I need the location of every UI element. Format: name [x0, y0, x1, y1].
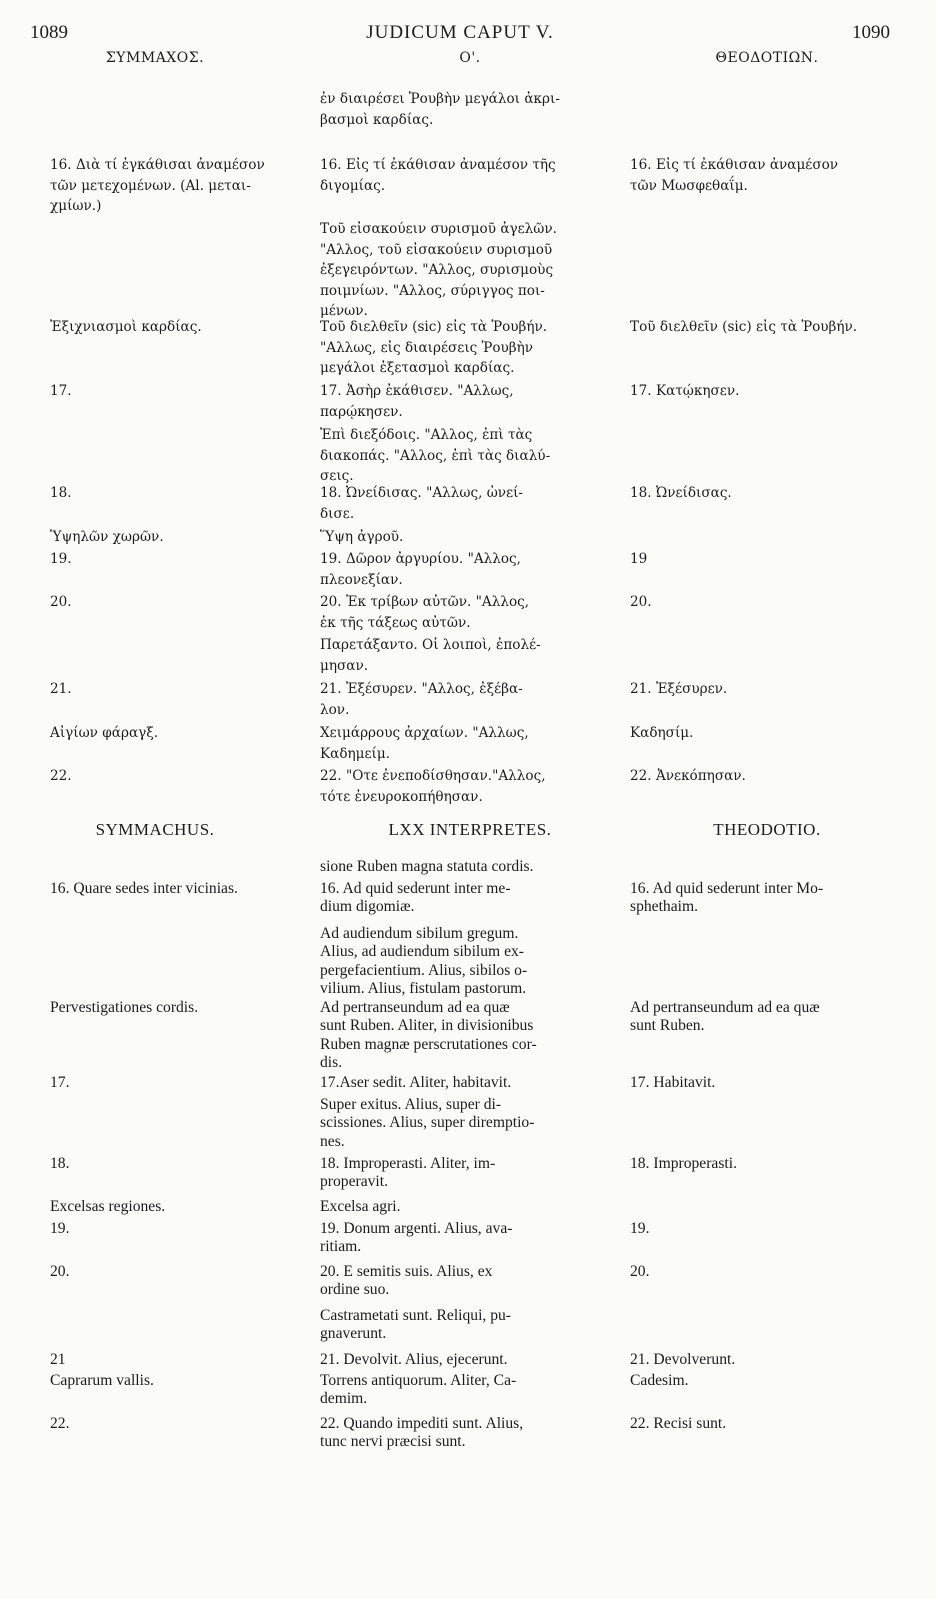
septuagint-text: 21. Devolvit. Alius, ejecerunt.	[320, 1351, 508, 1368]
septuagint-text: Τοῦ εἰσακούειν συρισμοῦ ἀγελῶν. "Αλλος, τοῦ εἰσακούειν συρισμοῦ ἐξεγειρόντων. "Αλλος, συρισμοὺς ποιμνίων. "Αλλος, σύριγγος ποι- μένων.	[320, 221, 557, 319]
theodotion-text: Τοῦ διελθεῖν (sic) εἰς τὰ Ῥουβήν.	[630, 319, 858, 335]
septuagint-latin-heading: LXX INTERPRETES.	[388, 820, 552, 839]
theodotion-text: 21. Devolverunt.	[630, 1351, 736, 1368]
septuagint-text: ἐν διαιρέσει Ῥουβὴν μεγάλοι ἀκρι- βασμοὶ καρδίας.	[320, 91, 560, 128]
septuagint-text: 22. "Οτε ἐνεποδίσθησαν."Αλλος, τότε ἐνευροκοπήθησαν.	[320, 768, 546, 805]
theodotion-text: 20.	[630, 594, 652, 610]
theodotion-text: Ad pertranseundum ad ea quæ sunt Ruben.	[630, 999, 820, 1035]
symmachus-text: 19.	[50, 551, 72, 567]
theodotion-text: Καδησίμ.	[630, 725, 694, 741]
symmachus-text: 18.	[50, 1155, 70, 1172]
septuagint-text: 17. Ἀσὴρ ἐκάθισεν. "Αλλως, παρῴκησεν.	[320, 383, 514, 420]
septuagint-text: 20. Ἐκ τρίβων αὐτῶν. "Αλλος, ἐκ τῆς τάξεως αὐτῶν.	[320, 594, 530, 631]
theodotion-text: 22. Ἀνεκόπησαν.	[630, 768, 746, 784]
septuagint-text: Χειμάρρους ἀρχαίων. "Αλλως, Καδημείμ.	[320, 725, 529, 762]
septuagint-text: Ὕψη ἀγροῦ.	[320, 529, 404, 545]
septuagint-text: Τοῦ διελθεῖν (sic) εἰς τὰ Ῥουβήν. "Αλλως, εἰς διαιρέσεις Ῥουβὴν μεγάλοι ἐξετασμοὶ καρδίας.	[320, 319, 548, 376]
page-number-left: 1089	[30, 22, 68, 43]
septuagint-text: 22. Quando impediti sunt. Alius, tunc nervi præcisi sunt.	[320, 1415, 524, 1451]
symmachus-text: 22.	[50, 768, 72, 784]
symmachus-text: 21	[50, 1351, 66, 1368]
symmachus-text: 19.	[50, 1220, 70, 1237]
septuagint-text: 18. Improperasti. Aliter, im- properavit.	[320, 1155, 496, 1191]
latin-column-headings	[30, 820, 890, 842]
symmachus-text: 18.	[50, 485, 72, 501]
theodotion-text: 20.	[630, 1263, 650, 1280]
theodotion-greek-heading: ΘΕΟΔΟΤΙΩΝ.	[715, 50, 819, 66]
symmachus-text: Ἐξιχνιασμοὶ καρδίας.	[50, 319, 202, 335]
septuagint-text: Excelsa agri.	[320, 1198, 401, 1215]
theodotion-text: 16. Εἰς τί ἐκάθισαν ἀναμέσον τῶν Μωσφεθαΐμ.	[630, 157, 839, 194]
septuagint-text: 19. Δῶρον ἀργυρίου. "Αλλος, πλεονεξίαν.	[320, 551, 521, 588]
symmachus-text: Caprarum vallis.	[50, 1372, 154, 1389]
septuagint-text: 18. Ὠνείδισας. "Αλλως, ὠνεί- δισε.	[320, 485, 524, 522]
theodotion-text: 22. Recisi sunt.	[630, 1415, 727, 1432]
symmachus-text: 21.	[50, 681, 72, 697]
symmachus-text: 16. Quare sedes inter vicinias.	[50, 880, 238, 897]
theodotion-text: 17. Habitavit.	[630, 1074, 716, 1091]
septuagint-text: 19. Donum argenti. Alius, ava- ritiam.	[320, 1220, 513, 1256]
septuagint-text: Ad pertranseundum ad ea quæ sunt Ruben. Aliter, in divisionibus Ruben magnæ perscrutationes cor- dis.	[320, 999, 537, 1072]
running-header	[30, 22, 890, 44]
septuagint-text: 21. Ἐξέσυρεν. "Αλλος, ἐξέβα- λον.	[320, 681, 523, 718]
septuagint-text: 17.Aser sedit. Aliter, habitavit.	[320, 1074, 512, 1091]
theodotion-text: 19	[630, 551, 648, 567]
theodotion-text: 17. Κατῴκησεν.	[630, 383, 740, 399]
symmachus-text: 16. Διὰ τί ἐγκάθισαι ἀναμέσον τῶν μετεχομένων. (Al. μεται- χμίων.)	[50, 157, 265, 214]
theodotion-text: 16. Ad quid sederunt inter Mo- sphethaim.	[630, 880, 824, 916]
theodotion-text: Cadesim.	[630, 1372, 689, 1389]
symmachus-text: Ὑψηλῶν χωρῶν.	[50, 529, 164, 545]
theodotion-text: 18. Improperasti.	[630, 1155, 737, 1172]
greek-column-headings	[30, 50, 890, 72]
septuagint-text: Ad audiendum sibilum gregum. Alius, ad audiendum sibilum ex- pergefacientium. Alius, sibilos o- vilium. Alius, fistulam pastorum.	[320, 925, 528, 998]
septuagint-text: Παρετάξαντο. Οἱ λοιποὶ, ἐπολέ- μησαν.	[320, 637, 541, 674]
symmachus-text: 20.	[50, 594, 72, 610]
symmachus-latin-heading: SYMMACHUS.	[95, 820, 215, 839]
septuagint-text: sione Ruben magna statuta cordis.	[320, 858, 534, 875]
theodotion-text: 19.	[630, 1220, 650, 1237]
septuagint-text: Torrens antiquorum. Aliter, Ca- demim.	[320, 1372, 517, 1408]
symmachus-text: Αἰγίων φάραγξ.	[50, 725, 159, 741]
symmachus-text: 20.	[50, 1263, 70, 1280]
septuagint-text: Super exitus. Alius, super di- scissiones. Alius, super diremptio- nes.	[320, 1096, 535, 1150]
theodotion-text: 21. Ἐξέσυρεν.	[630, 681, 728, 697]
page-title: JUDICUM CAPUT V.	[366, 22, 554, 43]
symmachus-text: 17.	[50, 383, 72, 399]
symmachus-text: 22.	[50, 1415, 70, 1432]
theodotion-latin-heading: THEODOTIO.	[713, 820, 821, 839]
septuagint-text: Castrametati sunt. Reliqui, pu- gnaverunt.	[320, 1307, 511, 1343]
septuagint-greek-heading: Ο'.	[459, 50, 481, 66]
page-number-right: 1090	[852, 22, 890, 43]
theodotion-text: 18. Ὠνείδισας.	[630, 485, 732, 501]
symmachus-greek-heading: ΣΥΜΜΑΧΟΣ.	[105, 50, 205, 66]
septuagint-text: 16. Εἰς τί ἐκάθισαν ἀναμέσον τῆς διγομίας.	[320, 157, 556, 194]
septuagint-text: 16. Ad quid sederunt inter me- dium digomiæ.	[320, 880, 511, 916]
septuagint-text: Ἐπὶ διεξόδοις. "Αλλος, ἐπὶ τὰς διακοπάς. "Αλλος, ἐπὶ τὰς διαλύ- σεις.	[320, 427, 551, 484]
septuagint-text: 20. E semitis suis. Alius, ex ordine suo.	[320, 1263, 493, 1299]
symmachus-text: Pervestigationes cordis.	[50, 999, 199, 1016]
symmachus-text: Excelsas regiones.	[50, 1198, 166, 1215]
symmachus-text: 17.	[50, 1074, 70, 1091]
